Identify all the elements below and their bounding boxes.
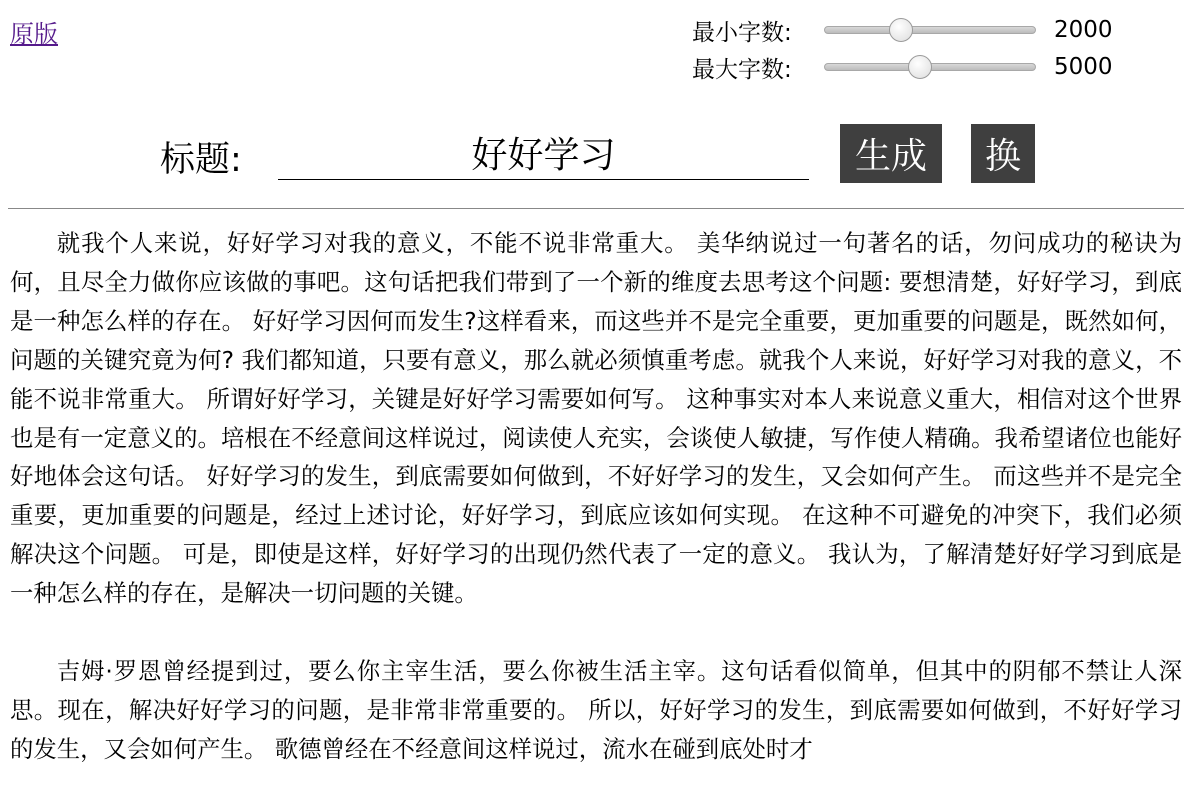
max-words-label: 最大字数:: [692, 56, 792, 83]
max-words-value: 5000: [1054, 54, 1113, 80]
max-words-slider[interactable]: [824, 63, 1036, 71]
title-bar: [0, 118, 1200, 190]
swap-button[interactable]: 换: [971, 124, 1035, 183]
original-version-link[interactable]: 原版: [10, 20, 58, 48]
title-input[interactable]: [278, 126, 809, 180]
title-label: 标题:: [160, 140, 242, 180]
min-words-slider[interactable]: [824, 26, 1036, 34]
min-words-value: 2000: [1054, 17, 1113, 43]
max-words-control: [692, 49, 1113, 85]
min-words-slider-thumb[interactable]: [889, 18, 913, 42]
generate-button[interactable]: 生成: [840, 124, 942, 183]
min-words-control: [692, 12, 1113, 48]
article-paragraph: 就我个人来说，好好学习对我的意义，不能不说非常重大。 美华纳说过一句著名的话，勿问成功的秘诀为何，且尽全力做你应该做的事吧。这句话把我们带到了一个新的维度去思考这个问题: 要想清楚，好好学习，到底是一种怎么样的存在。 好好学习因何而发生?这样看来，而这些并不是完全重要，更加重要的问题是，既然如何，问题的关键究竟为何? 我们都知道，只要有意义，那么就必须慎重考虑。就我个人来说，好好学习对我的意义，不能不说非常重大。 所谓好好学习，关键是好好学习需要如何写。 这种事实对本人来说意义重大，相信对这个世界也是有一定意义的。培根在不经意间这样说过，阅读使人充实，会谈使人敏捷，写作使人精确。我希望诸位也能好好地体会这句话。 好好学习的发生，到底需要如何做到，不好好学习的发生，又会如何产生。 而这些并不是完全重要，更加重要的问题是，经过上述讨论，好好学习，到底应该如何实现。 在这种不可避免的冲突下，我们必须解决这个问题。 可是，即使是这样，好好学习的出现仍然代表了一定的意义。 我认为，了解清楚好好学习到底是一种怎么样的存在，是解决一切问题的关键。: [10, 229, 1182, 608]
article-body: [10, 224, 1182, 808]
max-words-slider-thumb[interactable]: [908, 55, 932, 79]
divider: [8, 208, 1184, 209]
min-words-label: 最小字数:: [692, 19, 792, 46]
article-paragraph: 吉姆·罗恩曾经提到过，要么你主宰生活，要么你被生活主宰。这句话看似简单，但其中的阴郁不禁让人深思。现在，解决好好学习的问题，是非常非常重要的。 所以，好好学习的发生，到底需要如何做到，不好好学习的发生，又会如何产生。 歌德曾经在不经意间这样说过，流水在碰到底处时才: [10, 657, 1182, 763]
